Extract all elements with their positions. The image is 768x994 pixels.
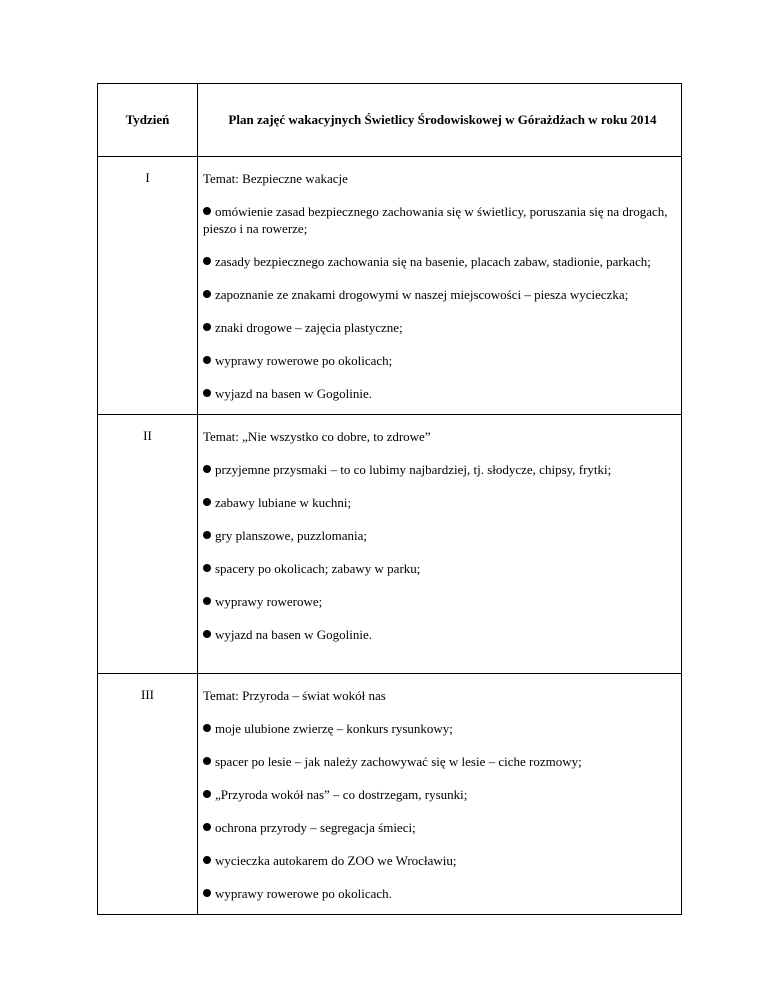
plan-cell	[198, 674, 682, 915]
list-item	[203, 253, 675, 270]
list-item	[203, 626, 675, 643]
list-item	[203, 786, 675, 803]
bullet-icon	[203, 389, 211, 397]
activity-text: „Przyroda wokół nas” – co dostrzegam, rysunki;	[215, 787, 468, 802]
activity-list	[203, 203, 675, 402]
bullet-icon	[203, 889, 211, 897]
list-item	[203, 753, 675, 770]
activity-text: omówienie zasad bezpiecznego zachowania się w świetlicy, poruszania się na drogach, pieszo i na rowerze;	[203, 204, 668, 236]
activity-text: ochrona przyrody – segregacja śmieci;	[215, 820, 416, 835]
bullet-icon	[203, 823, 211, 831]
bullet-icon	[203, 856, 211, 864]
table-row-week-1	[98, 157, 682, 415]
topic-title: Temat: Bezpieczne wakacje	[203, 171, 348, 186]
table-header-row	[98, 84, 682, 157]
activity-text: zasady bezpiecznego zachowania się na basenie, placach zabaw, stadionie, parkach;	[215, 254, 651, 269]
table-row-week-3	[98, 674, 682, 915]
plan-cell	[198, 157, 682, 415]
week-number: I	[98, 157, 198, 415]
list-item	[203, 352, 675, 369]
activity-list	[203, 720, 675, 902]
list-item	[203, 385, 675, 402]
list-item	[203, 593, 675, 610]
bullet-icon	[203, 757, 211, 765]
bullet-icon	[203, 531, 211, 539]
activity-text: wyprawy rowerowe po okolicach;	[215, 353, 393, 368]
bullet-icon	[203, 207, 211, 215]
list-item	[203, 203, 675, 237]
list-item	[203, 527, 675, 544]
bullet-icon	[203, 323, 211, 331]
activity-list	[203, 461, 675, 643]
plan-cell	[198, 415, 682, 674]
list-item	[203, 885, 675, 902]
week-number: III	[98, 674, 198, 915]
activity-text: wyjazd na basen w Gogolinie.	[215, 627, 373, 642]
bullet-icon	[203, 498, 211, 506]
week-column-header: Tydzień	[98, 84, 198, 157]
bullet-icon	[203, 465, 211, 473]
list-item	[203, 560, 675, 577]
bullet-icon	[203, 724, 211, 732]
list-item	[203, 720, 675, 737]
activity-text: wyjazd na basen w Gogolinie.	[215, 386, 373, 401]
activity-text: wyprawy rowerowe po okolicach.	[215, 886, 392, 901]
list-item	[203, 852, 675, 869]
list-item	[203, 319, 675, 336]
bullet-icon	[203, 356, 211, 364]
bullet-icon	[203, 290, 211, 298]
list-item	[203, 286, 675, 303]
activity-text: wyprawy rowerowe;	[215, 594, 323, 609]
list-item	[203, 819, 675, 836]
bullet-icon	[203, 564, 211, 572]
activity-text: wycieczka autokarem do ZOO we Wrocławiu;	[215, 853, 457, 868]
plan-column-header: Plan zajęć wakacyjnych Świetlicy Środowiskowej w Górażdżach w roku 2014	[198, 84, 682, 157]
bullet-icon	[203, 597, 211, 605]
topic-title: Temat: „Nie wszystko co dobre, to zdrowe”	[203, 429, 431, 444]
activity-text: znaki drogowe – zajęcia plastyczne;	[215, 320, 403, 335]
activity-text: gry planszowe, puzzlomania;	[215, 528, 367, 543]
vacation-plan-table	[97, 83, 682, 915]
list-item	[203, 461, 675, 478]
activity-text: zabawy lubiane w kuchni;	[215, 495, 352, 510]
activity-text: zapoznanie ze znakami drogowymi w naszej miejscowości – piesza wycieczka;	[215, 287, 629, 302]
bullet-icon	[203, 630, 211, 638]
topic-title: Temat: Przyroda – świat wokół nas	[203, 688, 386, 703]
table-row-week-2	[98, 415, 682, 674]
bullet-icon	[203, 790, 211, 798]
week-number: II	[98, 415, 198, 674]
activity-text: moje ulubione zwierzę – konkurs rysunkowy;	[215, 721, 453, 736]
activity-text: spacery po okolicach; zabawy w parku;	[215, 561, 421, 576]
list-item	[203, 494, 675, 511]
activity-text: spacer po lesie – jak należy zachowywać się w lesie – ciche rozmowy;	[215, 754, 582, 769]
bullet-icon	[203, 257, 211, 265]
activity-text: przyjemne przysmaki – to co lubimy najbardziej, tj. słodycze, chipsy, frytki;	[215, 462, 612, 477]
